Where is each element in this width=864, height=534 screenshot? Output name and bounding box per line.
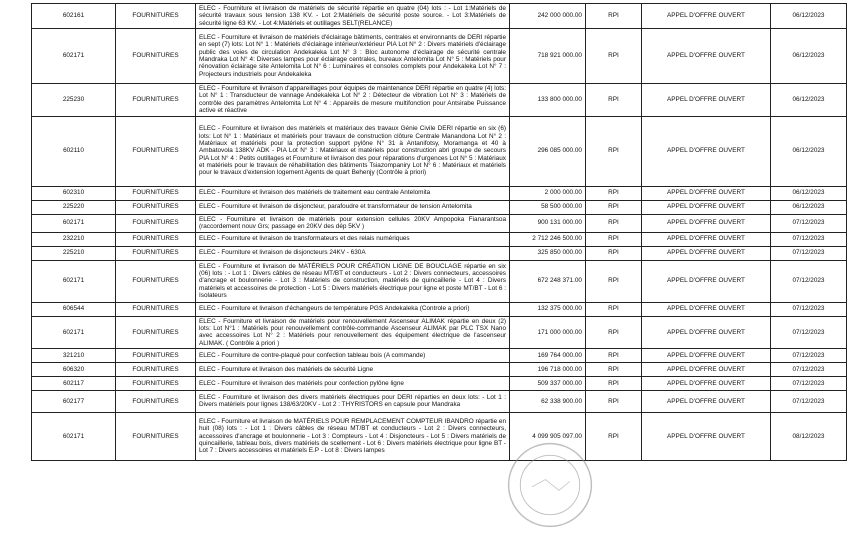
- table-row: [32, 362, 847, 376]
- row-code: 602171: [32, 29, 116, 84]
- row-date: 07/12/2023: [771, 232, 847, 246]
- row-procurement-method: APPEL D'OFFRE OUVERT: [642, 214, 771, 232]
- row-nature: FOURNITURES: [116, 316, 196, 348]
- row-date: 06/12/2023: [771, 186, 847, 200]
- row-date: 07/12/2023: [771, 214, 847, 232]
- row-description: ELEC - Fourniture et livraison des matériels et matériaux des travaux Génie Civile DERI répartie en six (6) lots: Lot N° 1 : Matériaux et matériels pour travaux de construction clôture Centrale Manandona Lot N° 2 : Matériaux et matériels pour la protection support pylône N° 31 à Antanifotsy, Moramanga et 40 à Ambatovola 138KV ADK - PIA Lot N° 3 : Matériaux et matériels pour construction abri groupe de secours PIA Lot N° 4 : Petits outillages et Fourniture et livraison des pour réparations d'urgences Lot N° 5 : Matériaux et matériels pour le travaux de réhabilitation des bâtiments Tsiazompaniry Lot N° 6 : Matériaux et matériels pour le travaux d'extension logement Agents de quart Behenjy (Contrôle à priori): [196, 116, 510, 186]
- row-procurement-method: APPEL D'OFFRE OUVERT: [642, 116, 771, 186]
- row-procurement-method: APPEL D'OFFRE OUVERT: [642, 186, 771, 200]
- row-funding-source: RPI: [586, 302, 642, 316]
- row-amount: 169 764 000.00: [510, 348, 586, 362]
- row-code: 225220: [32, 200, 116, 214]
- row-amount: 296 085 000.00: [510, 116, 586, 186]
- row-code: 602161: [32, 4, 116, 29]
- row-funding-source: RPI: [586, 362, 642, 376]
- row-description: ELEC - Fourniture et livraison de disjoncteurs 24KV - 630A: [196, 246, 510, 260]
- row-description: ELEC - Fourniture et livraison d'échangeurs de température PGS Andekaleka (Controle a priori): [196, 302, 510, 316]
- row-date: 07/12/2023: [771, 376, 847, 390]
- row-amount: 509 337 000.00: [510, 376, 586, 390]
- table-row: [32, 29, 847, 84]
- row-funding-source: RPI: [586, 214, 642, 232]
- row-funding-source: RPI: [586, 316, 642, 348]
- row-description: ELEC - Fourniture et livraison de matériels pour renouvellement Ascenseur ALIMAK répartie en deux (2) lots: Lot N°1 : Matériels pour renouvellement contrôle-commande Ascenseur ALIMAK par PLC TSX Nano avec accessoires Lot N° 2 : Matériels pour renouvellement des équipement électrique de l'ascenseur ALIMAK. ( Contrôle à priori ): [196, 316, 510, 348]
- row-funding-source: RPI: [586, 246, 642, 260]
- row-nature: FOURNITURES: [116, 246, 196, 260]
- procurement-plan-table: [31, 3, 847, 461]
- row-code: 602110: [32, 116, 116, 186]
- row-procurement-method: APPEL D'OFFRE OUVERT: [642, 29, 771, 84]
- row-date: 06/12/2023: [771, 29, 847, 84]
- row-code: 602171: [32, 214, 116, 232]
- row-procurement-method: APPEL D'OFFRE OUVERT: [642, 348, 771, 362]
- row-amount: 171 000 000.00: [510, 316, 586, 348]
- row-date: 06/12/2023: [771, 116, 847, 186]
- row-nature: FOURNITURES: [116, 29, 196, 84]
- row-procurement-method: APPEL D'OFFRE OUVERT: [642, 232, 771, 246]
- row-date: 07/12/2023: [771, 302, 847, 316]
- row-procurement-method: APPEL D'OFFRE OUVERT: [642, 316, 771, 348]
- table-row: [32, 376, 847, 390]
- row-funding-source: RPI: [586, 4, 642, 29]
- row-code: 606320: [32, 362, 116, 376]
- row-code: 606544: [32, 302, 116, 316]
- row-procurement-method: APPEL D'OFFRE OUVERT: [642, 376, 771, 390]
- row-description: ELEC - Fourniture et livraison de transformateurs et des relais numériques: [196, 232, 510, 246]
- row-description: ELEC - Fourniture et livraison d'appareillages pour équipes de maintenance DERI répartie en quatre (4) lots: Lot N° 1 : Transducteur de vannage Andekaleka Lot N° 2 : Détecteur de vibration Lot N° 3 : Matériels de contrôle des paramètres Antelomita Lot N° 4 : Appareils de mesure multifonction pour Antsirabe Puissance active et réactive: [196, 84, 510, 116]
- row-amount: 2 712 246 500.00: [510, 232, 586, 246]
- row-date: 07/12/2023: [771, 246, 847, 260]
- row-nature: FOURNITURES: [116, 390, 196, 412]
- row-amount: 672 248 371.00: [510, 260, 586, 302]
- table-row: [32, 412, 847, 460]
- table-row: [32, 302, 847, 316]
- row-procurement-method: APPEL D'OFFRE OUVERT: [642, 362, 771, 376]
- row-description: ELEC - Fourniture et livraison des divers matériels électriques pour DERI réparties en deux lots: - Lot 1 : Divers matériels pour lignes 138/63/20KV - Lot 2 : THYRISTORS en capsule pour Mandraka: [196, 390, 510, 412]
- table-row: [32, 4, 847, 29]
- row-nature: FOURNITURES: [116, 376, 196, 390]
- row-funding-source: RPI: [586, 390, 642, 412]
- row-nature: FOURNITURES: [116, 302, 196, 316]
- row-code: 602310: [32, 186, 116, 200]
- row-description: ELEC - Fourniture et livraison de MATÉRIELS POUR CRÉATION LIGNE DE BOUCLAGE répartie en six (06) lots : - Lot 1 : Divers câbles de réseau MT/BT et conducteurs - Lot 2 : Divers connecteurs, accessoires d'ancrage et boulonnerie - Lot 3 : Matériels de construction, matériels de quincaillerie - Lot 4 : Divers matériels et accessoires de protection - Lot 5 : Divers matériels électrique pour ligne et poste MT/BT - Lot 6 : Isolateurs: [196, 260, 510, 302]
- row-description: ELEC - Fourniture et livraison des matériels de traitement eau centrale Antelomita: [196, 186, 510, 200]
- row-funding-source: RPI: [586, 376, 642, 390]
- table-row: [32, 214, 847, 232]
- row-amount: 325 850 000.00: [510, 246, 586, 260]
- row-description: ELEC - Fourniture et livraison de MATÉRIELS POUR REMPLACEMENT COMPTEUR IBANDRO répartie en huit (08) lots : - Lot 1 : Divers câbles de réseau MT/BT et conducteurs - Lot 2 : Divers connecteurs, accessoires d'ancrage et boulonnerie - Lot 3 : Compteurs - Lot 4 : Disjoncteurs - Lot 5 : Divers matériels de quincaillerie, tableau bois, divers matériels de scellement - Lot 6 : Divers matériels électrique pour ligne BT - Lot 7 : Divers accessoires et matériels E.P - Lot 8 : Divers lampes: [196, 412, 510, 460]
- row-code: 602171: [32, 316, 116, 348]
- row-nature: FOURNITURES: [116, 362, 196, 376]
- row-procurement-method: APPEL D'OFFRE OUVERT: [642, 302, 771, 316]
- row-description: ELEC - Fourniture et livraison des matériels pour confection pylône ligne: [196, 376, 510, 390]
- row-funding-source: RPI: [586, 186, 642, 200]
- row-amount: 62 338 900.00: [510, 390, 586, 412]
- row-funding-source: RPI: [586, 200, 642, 214]
- row-procurement-method: APPEL D'OFFRE OUVERT: [642, 260, 771, 302]
- row-amount: 900 131 000.00: [510, 214, 586, 232]
- row-funding-source: RPI: [586, 348, 642, 362]
- row-nature: FOURNITURES: [116, 186, 196, 200]
- row-funding-source: RPI: [586, 29, 642, 84]
- row-nature: FOURNITURES: [116, 214, 196, 232]
- row-nature: FOURNITURES: [116, 412, 196, 460]
- row-procurement-method: APPEL D'OFFRE OUVERT: [642, 246, 771, 260]
- row-amount: 132 375 000.00: [510, 302, 586, 316]
- row-procurement-method: APPEL D'OFFRE OUVERT: [642, 84, 771, 116]
- row-date: 07/12/2023: [771, 348, 847, 362]
- row-amount: 4 099 905 097.00: [510, 412, 586, 460]
- row-funding-source: RPI: [586, 84, 642, 116]
- table-row: [32, 84, 847, 116]
- row-date: 08/12/2023: [771, 412, 847, 460]
- row-funding-source: RPI: [586, 412, 642, 460]
- row-nature: FOURNITURES: [116, 4, 196, 29]
- row-description: ELEC - Fourniture et livraison de matériels d'éclairage bâtiments, centrales et environnants de DERI répartie en sept (7) lots: Lot N° 1 : Matériels d'éclairage intérieur/extérieur PIA Lot N° 2 : Divers matériels d'éclairage public des voies de circulation Andekaleka Lot N° 3 : Bloc autonome d'éclairage de sécurité centrale Mandraka Lot N° 4: Diverses lampes pour éclairage centrales, bureaux Antelomita Lot N° 5 : Matériels pour rénovation éclairage site Antelomita Lot N° 6 : Luminaires et consoles complets pour Andekaleka Lot N° 7 : Projecteurs industriels pour Andekaleka: [196, 29, 510, 84]
- row-date: 07/12/2023: [771, 390, 847, 412]
- row-code: 225230: [32, 84, 116, 116]
- row-procurement-method: APPEL D'OFFRE OUVERT: [642, 390, 771, 412]
- row-nature: FOURNITURES: [116, 84, 196, 116]
- row-amount: 242 000 000.00: [510, 4, 586, 29]
- table-row: [32, 186, 847, 200]
- row-nature: FOURNITURES: [116, 232, 196, 246]
- row-amount: 2 000 000.00: [510, 186, 586, 200]
- row-date: 07/12/2023: [771, 260, 847, 302]
- row-amount: 718 921 000.00: [510, 29, 586, 84]
- row-code: 602117: [32, 376, 116, 390]
- table-row: [32, 260, 847, 302]
- table-row: [32, 232, 847, 246]
- table-row: [32, 200, 847, 214]
- row-funding-source: RPI: [586, 116, 642, 186]
- row-date: 07/12/2023: [771, 362, 847, 376]
- row-description: ELEC - Fourniture de contre-plaqué pour confection tableau bois (A commande): [196, 348, 510, 362]
- table-row: [32, 116, 847, 186]
- table-row: [32, 316, 847, 348]
- row-code: 602171: [32, 412, 116, 460]
- row-funding-source: RPI: [586, 232, 642, 246]
- table-row: [32, 390, 847, 412]
- row-description: ELEC - Fourniture et livraison de matériels de sécurité répartie en quatre (04) lots : - Lot 1:Matériels de sécurité travaux sous tension 138 KV. - Lot 2:Matériels de sécurité poste source. - Lot 3:Matériels de sécurité ligne 63 KV. - Lot 4:Matériels et outillages SELT(RELANCE): [196, 4, 510, 29]
- table-row: [32, 348, 847, 362]
- table-body: [32, 4, 847, 461]
- row-code: 602177: [32, 390, 116, 412]
- row-code: 602171: [32, 260, 116, 302]
- row-date: 06/12/2023: [771, 84, 847, 116]
- row-description: ELEC - Fourniture et livraison de matériels pour extension cellules 20KV Ampopoka Fianarantsoa (raccordement nouv Grs; passage en 20KV des dép 5KV ): [196, 214, 510, 232]
- row-nature: FOURNITURES: [116, 260, 196, 302]
- row-funding-source: RPI: [586, 260, 642, 302]
- row-procurement-method: APPEL D'OFFRE OUVERT: [642, 412, 771, 460]
- row-date: 07/12/2023: [771, 316, 847, 348]
- row-code: 321210: [32, 348, 116, 362]
- row-description: ELEC - Fourniture et livraison des matériels de sécurité Ligne: [196, 362, 510, 376]
- row-date: 06/12/2023: [771, 4, 847, 29]
- row-description: ELEC - Fourniture et livraison de disjoncteur, parafoudre et transformateur de tension Antelomita: [196, 200, 510, 214]
- row-amount: 196 718 000.00: [510, 362, 586, 376]
- table-row: [32, 246, 847, 260]
- row-code: 232210: [32, 232, 116, 246]
- row-amount: 133 800 000.00: [510, 84, 586, 116]
- row-code: 225210: [32, 246, 116, 260]
- row-procurement-method: APPEL D'OFFRE OUVERT: [642, 4, 771, 29]
- row-nature: FOURNITURES: [116, 200, 196, 214]
- row-nature: FOURNITURES: [116, 348, 196, 362]
- row-date: 06/12/2023: [771, 200, 847, 214]
- row-procurement-method: APPEL D'OFFRE OUVERT: [642, 200, 771, 214]
- row-amount: 58 500 000.00: [510, 200, 586, 214]
- row-nature: FOURNITURES: [116, 116, 196, 186]
